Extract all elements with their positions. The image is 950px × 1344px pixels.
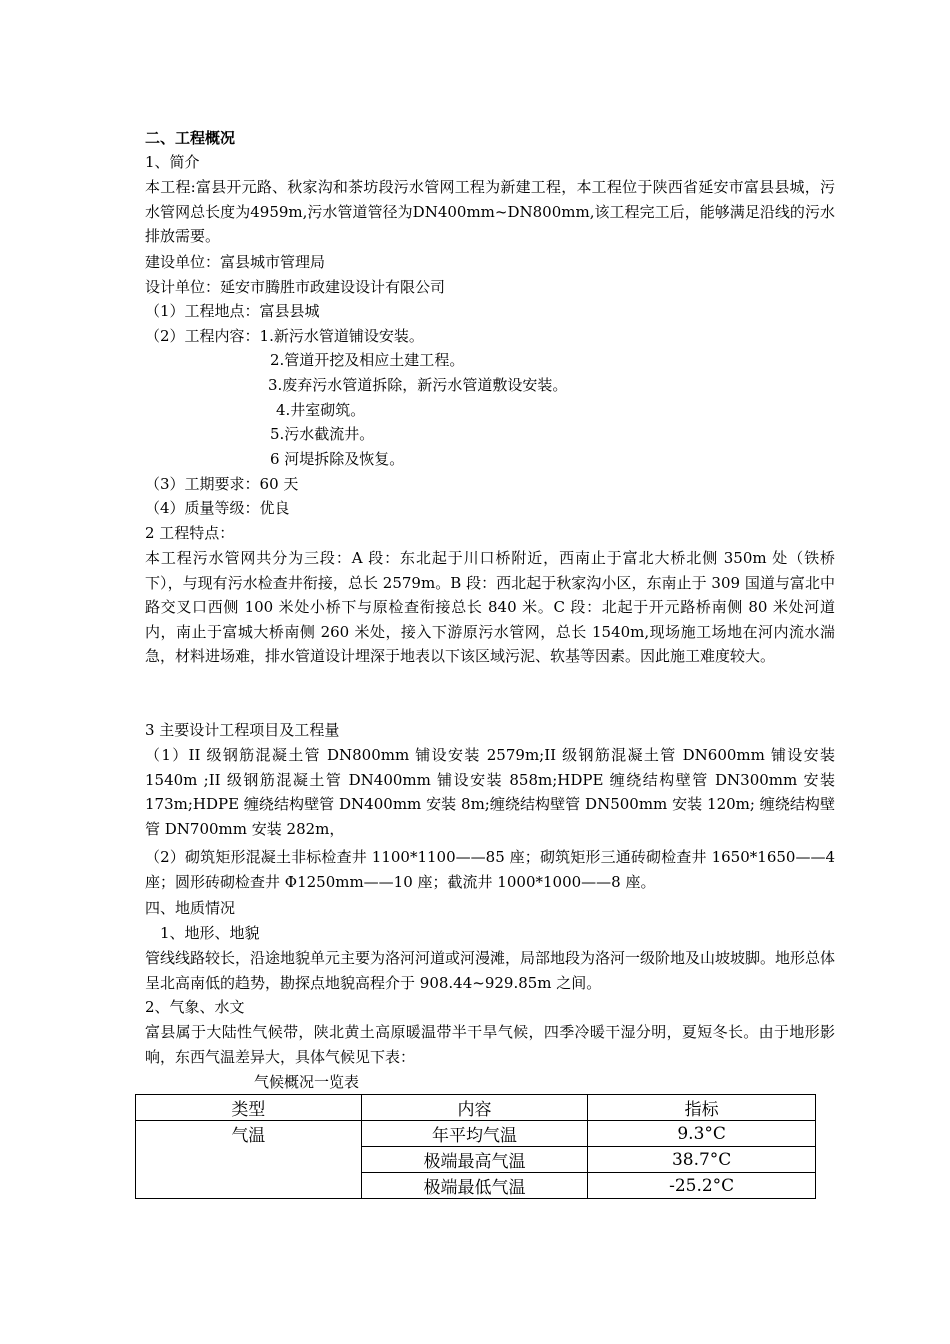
quantities-item-2: （2）砌筑矩形混凝土非标检查井 1100*1100——85 座；砌筑矩形三通砖砌检查井 1650*1650——4 座；圆形砖砌检查井 Φ1250mm——10 座；截流井 1000*1000——8 座。 bbox=[145, 848, 835, 891]
content-cell: 极端最低气温 bbox=[361, 1173, 588, 1199]
terrain-heading: 1、地形、地貌 bbox=[160, 924, 260, 942]
content-item: 5.污水截流井。 bbox=[270, 425, 375, 443]
content-item: 4.井室砌筑。 bbox=[276, 401, 366, 419]
features-paragraph: 本工程污水管网共分为三段：A 段：东北起于川口桥附近，西南止于富北大桥北侧 350m 处（铁桥下），与现有污水检查井衔接，总长 2579m。B 段：西北起于秋家沟小区，东南止于 309 国道与富北中路交叉口西侧 100 米处小桥下与原检查衔接总长 840 米。C 段：北起于开元路桥南侧 80 米处河道内，南止于富城大桥南侧 260 米处，接入下游原污水管网，总长 1540m,现场施工场地在河内流水湍急，材料进场难，排水管道设计埋深于地表以下该区域污泥、软基等因素。因此施工难度较大。 bbox=[145, 549, 835, 665]
value-cell: -25.2°C bbox=[588, 1173, 816, 1199]
content-item: 6 河堤拆除及恢复。 bbox=[270, 450, 405, 468]
geology-heading: 四、地质情况 bbox=[145, 899, 236, 917]
value-cell: 9.3°C bbox=[588, 1121, 816, 1147]
quality-line: （4）质量等级：优良 bbox=[145, 499, 290, 517]
designer-line: 设计单位：延安市腾胜市政建设设计有限公司 bbox=[145, 278, 446, 296]
table-header-row bbox=[136, 1095, 816, 1121]
features-heading: 2 工程特点： bbox=[145, 524, 235, 542]
table-row bbox=[136, 1121, 816, 1147]
climate-paragraph: 富县属于大陆性气候带，陕北黄土高原暖温带半干旱气候，四季冷暖干湿分明，夏短冬长。由于地形影响，东西气温差异大，具体气候见下表： bbox=[145, 1023, 835, 1066]
section-title: 二、工程概况 bbox=[145, 129, 236, 147]
builder-line: 建设单位：富县城市管理局 bbox=[145, 253, 326, 271]
content-line: （2）工程内容：1.新污水管道铺设安装。 bbox=[145, 327, 424, 345]
content-item: 2.管道开挖及相应土建工程。 bbox=[270, 351, 465, 369]
header-value: 指标 bbox=[588, 1095, 816, 1121]
header-type: 类型 bbox=[136, 1095, 362, 1121]
header-content: 内容 bbox=[361, 1095, 588, 1121]
quantities-item-1: （1）II 级钢筋混凝土管 DN800mm 铺设安装 2579m;II 级钢筋混凝土管 DN600mm 铺设安装 1540m ;II 级钢筋混凝土管 DN400mm 铺设安装 858m;HDPE 缠绕结构壁管 DN300mm 安装 173m;HDPE 缠绕结构壁管 DN400mm 安装 8m;缠绕结构壁管 DN500mm 安装 120m; 缠绕结构壁管 DN700mm 安装 282m， bbox=[145, 746, 835, 838]
climate-heading: 2、气象、水文 bbox=[145, 998, 245, 1016]
content-cell: 极端最高气温 bbox=[361, 1147, 588, 1173]
intro-paragraph: 本工程:富县开元路、秋家沟和茶坊段污水管网工程为新建工程，本工程位于陕西省延安市富县县城，污水管网总长度为4959m,污水管道管径为DN400mm~DN800mm,该工程完工后，能够满足沿线的污水排放需要。 bbox=[145, 178, 835, 245]
table-caption: 气候概况一览表 bbox=[254, 1073, 360, 1091]
intro-heading: 1、简介 bbox=[145, 153, 200, 171]
content-cell: 年平均气温 bbox=[361, 1121, 588, 1147]
value-cell: 38.7°C bbox=[588, 1147, 816, 1173]
type-cell: 气温 bbox=[136, 1121, 362, 1199]
quantities-heading: 3 主要设计工程项目及工程量 bbox=[145, 721, 340, 739]
terrain-paragraph: 管线线路较长，沿途地貌单元主要为洛河河道或河漫滩，局部地段为洛河一级阶地及山坡坡脚。地形总体呈北高南低的趋势，勘探点地貌高程介于 908.44~929.85m 之间。 bbox=[145, 949, 836, 992]
climate-table bbox=[135, 1094, 816, 1199]
content-item: 3.废弃污水管道拆除，新污水管道敷设安装。 bbox=[268, 376, 568, 394]
location-line: （1）工程地点：富县县城 bbox=[145, 302, 320, 320]
duration-line: （3）工期要求：60 天 bbox=[145, 475, 299, 493]
